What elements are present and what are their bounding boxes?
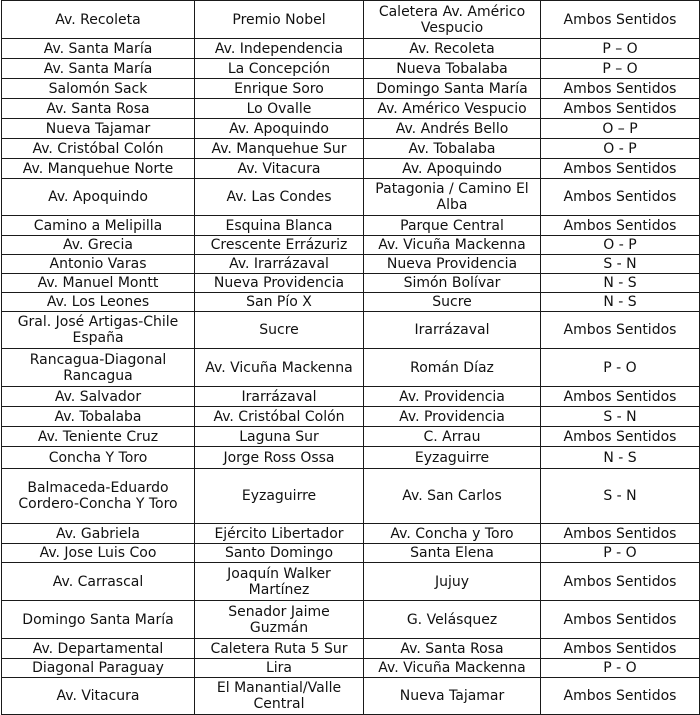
to-cell: Av. Vicuña Mackenna (364, 236, 541, 255)
street-cell: Av. Departamental (2, 639, 195, 659)
to-cell: C. Arrau (364, 427, 541, 447)
to-cell: Patagonia / Camino El Alba (364, 179, 541, 216)
to-cell: Irarrázaval (364, 312, 541, 349)
from-cell: San Pío X (195, 293, 364, 312)
to-cell: Av. Providencia (364, 407, 541, 427)
from-cell: Laguna Sur (195, 427, 364, 447)
from-cell: Lo Ovalle (195, 99, 364, 119)
table-row (2, 293, 700, 312)
direction-cell: Ambos Sentidos (541, 639, 700, 659)
from-cell: Jorge Ross Ossa (195, 447, 364, 469)
from-cell: Ejército Libertador (195, 524, 364, 544)
direction-cell: S - N (541, 255, 700, 274)
direction-cell: Ambos Sentidos (541, 563, 700, 601)
street-cell: Salomón Sack (2, 79, 195, 99)
from-cell: Av. Vicuña Mackenna (195, 349, 364, 387)
from-cell: Joaquín Walker Martínez (195, 563, 364, 601)
street-cell: Diagonal Paraguay (2, 659, 195, 678)
table-row (2, 387, 700, 407)
table-row (2, 601, 700, 639)
from-cell: Enrique Soro (195, 79, 364, 99)
from-cell: Premio Nobel (195, 1, 364, 39)
to-cell: Santa Elena (364, 544, 541, 563)
direction-cell: N - S (541, 293, 700, 312)
table-row (2, 139, 700, 159)
direction-cell: Ambos Sentidos (541, 678, 700, 715)
table-row (2, 179, 700, 216)
direction-cell: Ambos Sentidos (541, 159, 700, 179)
street-cell: Antonio Varas (2, 255, 195, 274)
direction-cell: N - S (541, 274, 700, 293)
street-cell: Rancagua-Diagonal Rancagua (2, 349, 195, 387)
from-cell: Av. Independencia (195, 39, 364, 59)
direction-cell: P - O (541, 659, 700, 678)
from-cell: El Manantial/Valle Central (195, 678, 364, 715)
street-cell: Av. Gabriela (2, 524, 195, 544)
from-cell: Santo Domingo (195, 544, 364, 563)
direction-cell: P - O (541, 544, 700, 563)
from-cell: Av. Cristóbal Colón (195, 407, 364, 427)
table-row (2, 678, 700, 715)
table-row (2, 469, 700, 524)
street-cell: Av. Recoleta (2, 1, 195, 39)
to-cell: Nueva Tajamar (364, 678, 541, 715)
table-row (2, 659, 700, 678)
streets-table (1, 0, 700, 715)
from-cell: Irarrázaval (195, 387, 364, 407)
street-cell: Av. Carrascal (2, 563, 195, 601)
street-cell: Nueva Tajamar (2, 119, 195, 139)
to-cell: Parque Central (364, 216, 541, 236)
direction-cell: O – P (541, 119, 700, 139)
street-cell: Domingo Santa María (2, 601, 195, 639)
direction-cell: O - P (541, 139, 700, 159)
from-cell: Crescente Errázuriz (195, 236, 364, 255)
direction-cell: Ambos Sentidos (541, 524, 700, 544)
street-cell: Av. Tobalaba (2, 407, 195, 427)
to-cell: Av. Recoleta (364, 39, 541, 59)
from-cell: Av. Irarrázaval (195, 255, 364, 274)
from-cell: Sucre (195, 312, 364, 349)
to-cell: G. Velásquez (364, 601, 541, 639)
direction-cell: Ambos Sentidos (541, 79, 700, 99)
to-cell: Jujuy (364, 563, 541, 601)
to-cell: Av. Américo Vespucio (364, 99, 541, 119)
table-row (2, 524, 700, 544)
from-cell: Av. Vitacura (195, 159, 364, 179)
street-cell: Gral. José Artigas-Chile España (2, 312, 195, 349)
to-cell: Av. Concha y Toro (364, 524, 541, 544)
direction-cell: Ambos Sentidos (541, 216, 700, 236)
table-row (2, 236, 700, 255)
from-cell: Senador Jaime Guzmán (195, 601, 364, 639)
table-row (2, 407, 700, 427)
to-cell: Eyzaguirre (364, 447, 541, 469)
from-cell: Eyzaguirre (195, 469, 364, 524)
to-cell: Av. Apoquindo (364, 159, 541, 179)
streets-table-body (2, 1, 700, 715)
table-row (2, 1, 700, 39)
direction-cell: P - O (541, 349, 700, 387)
to-cell: Av. Vicuña Mackenna (364, 659, 541, 678)
table-row (2, 59, 700, 79)
to-cell: Román Díaz (364, 349, 541, 387)
from-cell: Av. Apoquindo (195, 119, 364, 139)
direction-cell: S - N (541, 407, 700, 427)
direction-cell: Ambos Sentidos (541, 1, 700, 39)
table-row (2, 255, 700, 274)
street-cell: Av. Apoquindo (2, 179, 195, 216)
table-row (2, 312, 700, 349)
street-cell: Av. Cristóbal Colón (2, 139, 195, 159)
table-row (2, 639, 700, 659)
from-cell: Esquina Blanca (195, 216, 364, 236)
to-cell: Simón Bolívar (364, 274, 541, 293)
direction-cell: N - S (541, 447, 700, 469)
street-cell: Av. Vitacura (2, 678, 195, 715)
street-cell: Av. Salvador (2, 387, 195, 407)
direction-cell: Ambos Sentidos (541, 387, 700, 407)
direction-cell: S - N (541, 469, 700, 524)
street-cell: Av. Santa María (2, 59, 195, 79)
street-cell: Av. Grecia (2, 236, 195, 255)
table-row (2, 216, 700, 236)
direction-cell: P – O (541, 39, 700, 59)
from-cell: Av. Las Condes (195, 179, 364, 216)
street-cell: Concha Y Toro (2, 447, 195, 469)
table-row (2, 447, 700, 469)
to-cell: Nueva Tobalaba (364, 59, 541, 79)
street-cell: Camino a Melipilla (2, 216, 195, 236)
street-cell: Av. Santa María (2, 39, 195, 59)
to-cell: Nueva Providencia (364, 255, 541, 274)
to-cell: Av. San Carlos (364, 469, 541, 524)
from-cell: Av. Manquehue Sur (195, 139, 364, 159)
street-cell: Av. Teniente Cruz (2, 427, 195, 447)
to-cell: Sucre (364, 293, 541, 312)
to-cell: Av. Santa Rosa (364, 639, 541, 659)
table-row (2, 544, 700, 563)
table-row (2, 159, 700, 179)
street-cell: Av. Manuel Montt (2, 274, 195, 293)
to-cell: Caletera Av. Américo Vespucio (364, 1, 541, 39)
direction-cell: P – O (541, 59, 700, 79)
table-row (2, 79, 700, 99)
to-cell: Av. Providencia (364, 387, 541, 407)
street-cell: Av. Los Leones (2, 293, 195, 312)
direction-cell: Ambos Sentidos (541, 312, 700, 349)
from-cell: La Concepción (195, 59, 364, 79)
table-row (2, 99, 700, 119)
table-row (2, 427, 700, 447)
to-cell: Av. Tobalaba (364, 139, 541, 159)
table-row (2, 349, 700, 387)
street-cell: Av. Santa Rosa (2, 99, 195, 119)
table-row (2, 119, 700, 139)
table-row (2, 563, 700, 601)
street-cell: Av. Manquehue Norte (2, 159, 195, 179)
table-row (2, 39, 700, 59)
table-row (2, 274, 700, 293)
direction-cell: Ambos Sentidos (541, 427, 700, 447)
to-cell: Domingo Santa María (364, 79, 541, 99)
from-cell: Nueva Providencia (195, 274, 364, 293)
direction-cell: Ambos Sentidos (541, 99, 700, 119)
direction-cell: O - P (541, 236, 700, 255)
from-cell: Caletera Ruta 5 Sur (195, 639, 364, 659)
direction-cell: Ambos Sentidos (541, 179, 700, 216)
from-cell: Lira (195, 659, 364, 678)
street-cell: Av. Jose Luis Coo (2, 544, 195, 563)
to-cell: Av. Andrés Bello (364, 119, 541, 139)
direction-cell: Ambos Sentidos (541, 601, 700, 639)
street-cell: Balmaceda-Eduardo Cordero-Concha Y Toro (2, 469, 195, 524)
